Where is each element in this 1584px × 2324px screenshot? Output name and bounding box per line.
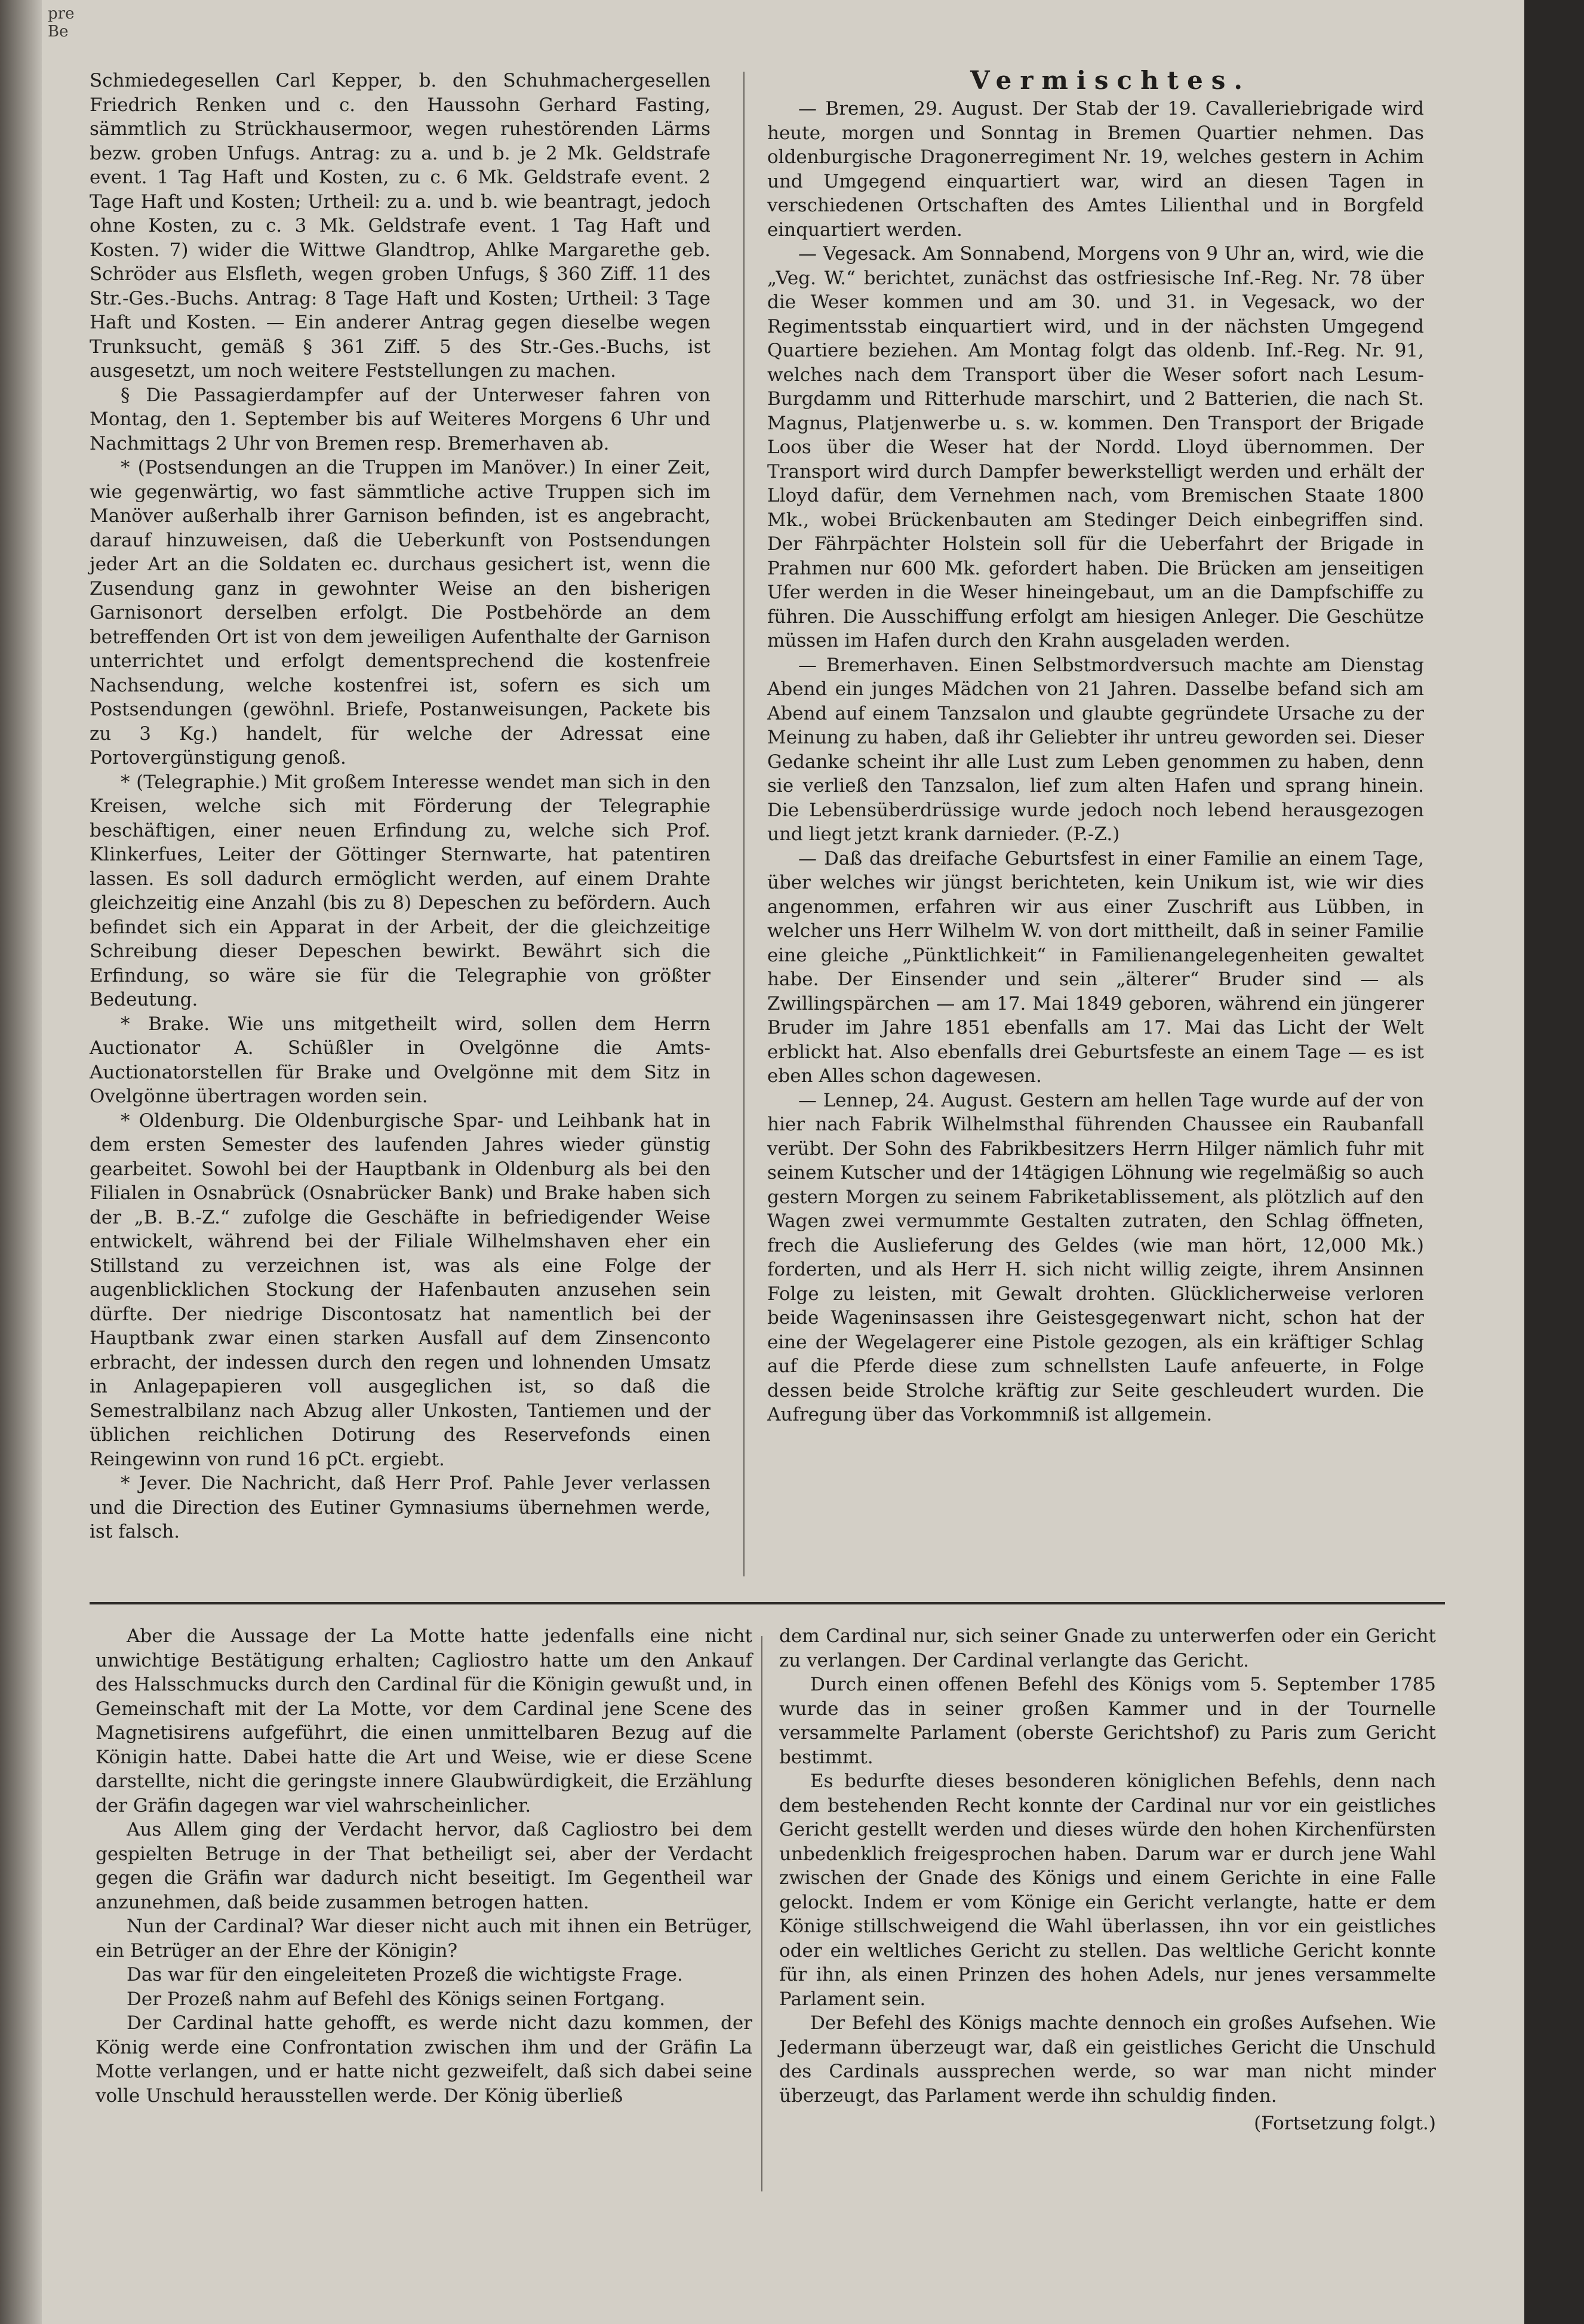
paragraph: Der Prozeß nahm auf Befehl des Königs seinen Fortgang.	[127, 1988, 666, 2010]
paragraph: Der Cardinal hatte gehofft, es werde nicht dazu kommen, der König werde eine Confrontation zwischen ihm und der Gräfin La Motte verlangen, und er hatte nicht gezweifelt, daß sich dabei seine volle Unschuld herausstellen werde. Der König überließ	[96, 2012, 752, 2107]
paragraph: Aus Allem ging der Verdacht hervor, daß Cagliostro bei dem gespielten Betruge in der That betheiligt sei, aber der Verdacht gegen die Gräfin war dadurch nicht beseitigt. Im Gegentheil war anzunehmen, daß beide zusammen betrogen hatten.	[96, 1819, 752, 1913]
corner-fragment-line: pre	[48, 5, 75, 23]
paragraph: * Oldenburg. Die Oldenburgische Spar- und Leihbank hat in dem ersten Semester des laufenden Jahres wieder günstig gearbeitet. Sowohl bei der Hauptbank in Oldenburg als bei den Filialen in Osnabrück (Osnabrücker Bank) und Brake haben sich der „B. B.-Z.“ zufolge die Geschäfte in befriedigender Weise entwickelt, während bei der Filiale Wilhelmshaven eher ein Stillstand zu verzeichnen ist, was als eine Folge der augenblicklichen Stockung der Hafenbauten anzusehen sein dürfte. Der niedrige Discontosatz hat namentlich bei der Hauptbank zwar einen starken Ausfall auf dem Zinsenconto erbracht, der indessen durch den regen und lohnenden Umsatz in Anlagepapieren voll ausgeglichen ist, so daß die Semestralbilanz nach Abzug aller Unkosten, Tantiemen und der üblichen reichlichen Dotirung des Reservefonds einen Reingewinn von rund 16 pCt. ergiebt.	[90, 1109, 711, 1470]
paragraph: * (Postsendungen an die Truppen im Manöver.) In einer Zeit, wie gegenwärtig, wo fast sämmtliche active Truppen sich im Manöver außerhalb ihrer Garnison befinden, ist es angebracht, darauf hinzuweisen, daß die Ueberkunft von Postsendungen jeder Art an die Soldaten ec. durchaus gesichert ist, wenn die Zusendung ganz in gewohnter Weise an den bisherigen Garnisonort derselben erfolgt. Die Postbehörde an dem betreffenden Ort ist von dem jeweiligen Aufenthalte der Garnison unterrichtet und erfolgt dementsprechend die kostenfreie Nachsendung, welche kostenfrei ist, sofern es sich um Postsendungen (gewöhnl. Briefe, Postanweisungen, Packete bis zu 3 Kg.) handelt, für welche der Adressat eine Portovergünstigung genoß.	[90, 457, 711, 768]
paragraph: Durch einen offenen Befehl des Königs vom 5. September 1785 wurde das in seiner großen Kammer und in der Tournelle versammelte Parlament (oberste Gerichtshof) zu Paris zum Gericht bestimmt.	[779, 1674, 1436, 1768]
paragraph: Aber die Aussage der La Motte hatte jedenfalls eine nicht unwichtige Bestätigung erhalten; Cagliostro hatte um den Ankauf des Halsschmucks durch den Cardinal für die Königin gewußt und, in Gemeinschaft mit der La Motte, vor dem Cardinal jene Scene des Magnetisirens aufgeführt, die einen unmittelbaren Bezug auf die Königin hatte. Dabei hatte die Art und Weise, wie er diese Scene darstellte, nicht die geringste innere Glaubwürdigkeit, die Erzählung der Gräfin dagegen war viel wahrscheinlicher.	[96, 1625, 752, 1816]
paragraph: — Bremerhaven. Einen Selbstmordversuch machte am Dienstag Abend ein junges Mädchen von 21 Jahren. Dasselbe befand sich am Abend auf einem Tanzsalon und glaubte gegründete Ursache zu der Meinung zu haben, daß ihr Geliebter ihr untreu geworden sei. Dieser Gedanke scheint ihr alle Lust zum Leben genommen zu haben, denn sie verließ den Tanzsalon, lief zum alten Hafen und sprang hinein. Die Lebensüberdrüssige wurde jedoch noch lebend herausgezogen und liegt jetzt krank darnieder. (P.-Z.)	[767, 654, 1424, 845]
paragraph: — Vegesack. Am Sonnabend, Morgens von 9 Uhr an, wird, wie die „Veg. W.“ berichtet, zunächst das ostfriesische Inf.-Reg. Nr. 78 über die Weser kommen und am 30. und 31. in Vegesack, wo der Regimentsstab einquartiert wird, und in der nächsten Umgegend Quartiere beziehen. Am Montag folgt das oldenb. Inf.-Reg. Nr. 91, welches nach dem Transport über die Weser sofort nach Lesum-Burgdamm und Ritterhude marschirt, und 2 Batterien, die nach St. Magnus, Platjenwerbe u. s. w. kommen. Den Transport der Brigade Loos über die Weser hat der Nordd. Lloyd übernommen. Der Transport wird durch Dampfer bewerkstelligt werden und erhält der Lloyd dafür, dem Vernehmen nach, vom Bremischen Staate 1800 Mk., wobei Brückenbauten am Stedinger Deich einbegriffen sind. Der Fährpächter Holstein soll für die Ueberfahrt der Brigade in Prahmen nur 600 Mk. gefordert haben. Die Brücken am jenseitigen Ufer werden in die Weser hineingebaut, um an die Dampfschiffe zu führen. Die Ausschiffung erfolgt am hiesigen Anleger. Die Geschütze müssen im Hafen durch den Krahn ausgeladen werden.	[767, 243, 1424, 651]
column-divider	[743, 72, 745, 1576]
bottom-right-column	[779, 1624, 1436, 2136]
section-heading: Vermischtes.	[970, 66, 1251, 95]
paragraph: § Die Passagierdampfer auf der Unterweser fahren von Montag, den 1. September bis auf Weiteres Morgens 6 Uhr und Nachmittags 2 Uhr von Bremen resp. Bremerhaven ab.	[90, 384, 711, 454]
paragraph: Es bedurfte dieses besonderen königlichen Befehls, denn nach dem bestehenden Recht konnte der Cardinal nur vor ein geistliches Gericht gestellt werden und dieses würde den hohen Kirchenfürsten unbedenklich freigesprochen haben. Darum war er durch jene Wahl zwischen der Gnade des Königs und einem Gerichte in eine Falle gelockt. Indem er vom Könige ein Gericht verlangte, hatte er dem Könige stillschweigend die Wahl überlassen, ihn vor ein geistliches oder ein weltliches Gericht zu stellen. Das weltliche Gericht konnte für ihn, als einen Prinzen des hohen Adels, nur jenes versammelte Parlament sein.	[779, 1770, 1436, 2010]
paragraph: Das war für den eingeleiteten Prozeß die wichtigste Frage.	[127, 1964, 683, 1985]
feuilleton-divider	[90, 1602, 1445, 1604]
corner-fragment	[48, 5, 74, 41]
paragraph: Schmiedegesellen Carl Kepper, b. den Schuhmachergesellen Friedrich Renken und c. den Haussohn Gerhard Fasting, sämmtlich zu Strückhausermoor, wegen ruhestörenden Lärms bezw. groben Unfugs. Antrag: zu a. und b. je 2 Mk. Geldstrafe event. 1 Tag Haft und Kosten, zu c. 6 Mk. Geldstrafe event. 2 Tage Haft und Kosten; Urtheil: zu a. und b. wie beantragt, jedoch ohne Kosten, zu c. 3 Mk. Geldstrafe event. 1 Tag Haft und Kosten. 7) wider die Wittwe Glandtrop, Ahlke Margarethe geb. Schröder aus Elsfleth, wegen groben Unfugs, § 360 Ziff. 11 des Str.-Ges.-Buchs. Antrag: 8 Tage Haft und Kosten; Urtheil: 3 Tage Haft und Kosten. — Ein anderer Antrag gegen dieselbe wegen Trunksucht, gemäß § 361 Ziff. 5 des Str.-Ges.-Buchs, ist ausgesetzt, um noch weitere Feststellungen zu machen.	[90, 70, 711, 382]
bottom-left-column	[96, 1624, 752, 2108]
corner-fragment-line: Be	[48, 23, 69, 41]
top-right-column	[767, 97, 1424, 1427]
paragraph: — Lennep, 24. August. Gestern am hellen Tage wurde auf der von hier nach Fabrik Wilhelmsthal führenden Chaussee ein Raubanfall verübt. Der Sohn des Fabrikbesitzers Herrn Hilger nämlich fuhr mit seinem Kutscher und der 14tägigen Löhnung wie regelmäßig so auch gestern Morgen zu seinem Fabriketablissement, als plötzlich auf den Wagen zwei vermummte Gestalten zutraten, den Schlag öffneten, frech die Auslieferung des Geldes (wie man hört, 12,000 Mk.) forderten, und als Herr H. sich nicht willig zeigte, ihrem Ansinnen Folge zu leisten, mit Gewalt drohten. Glücklicherweise verloren beide Wageninsassen ihre Geistesgegenwart nicht, schon hat der eine der Wegelagerer eine Pistole gezogen, als ein kräftiger Schlag auf die Pferde diese zum schnellsten Laufe anfeuerte, in Folge dessen beide Strolche kräftig zur Seite geschleudert wurden. Die Aufregung über das Vorkommniß ist allgemein.	[767, 1089, 1424, 1425]
paragraph: dem Cardinal nur, sich seiner Gnade zu unterwerfen oder ein Gericht zu verlangen. Der Cardinal verlangte das Gericht.	[779, 1625, 1436, 1671]
continuation-note: (Fortsetzung folgt.)	[1254, 2113, 1436, 2134]
paragraph: — Daß das dreifache Geburtsfest in einer Familie an einem Tage, über welches wir jüngst berichteten, kein Unikum ist, wie wir dies angenommen, erfahren wir aus einer Zuschrift aus Lübben, in welcher uns Herr Wilhelm W. von dort mittheilt, daß in seiner Familie eine gleiche „Pünktlichkeit“ in Familienangelegenheiten gewaltet habe. Der Einsender und sein „älterer“ Bruder sind — als Zwillingspärchen — am 17. Mai 1849 geboren, während ein jüngerer Bruder im Jahre 1851 ebenfalls am 17. Mai das Licht der Welt erblickt hat. Also ebenfalls drei Geburtsfeste an einem Tage — es ist eben Alles schon dagewesen.	[767, 847, 1424, 1087]
book-binding-edge	[0, 0, 42, 2324]
column-divider	[761, 1636, 762, 2191]
paragraph: * Brake. Wie uns mitgetheilt wird, sollen dem Herrn Auctionator A. Schüßler in Ovelgönne die Amts-Auctionatorstellen für Brake und Ovelgönne mit dem Sitz in Ovelgönne übertragen worden sein.	[90, 1013, 711, 1107]
top-left-column	[90, 69, 711, 1544]
paragraph: * Jever. Die Nachricht, daß Herr Prof. Pahle Jever verlassen und die Direction des Eutiner Gymnasiums übernehmen werde, ist falsch.	[90, 1473, 711, 1542]
newspaper-page	[42, 0, 1524, 2324]
paragraph: Nun der Cardinal? War dieser nicht auch mit ihnen ein Betrüger, ein Betrüger an der Ehre der Königin?	[96, 1916, 752, 1962]
paragraph: — Bremen, 29. August. Der Stab der 19. Cavalleriebrigade wird heute, morgen und Sonntag in Bremen Quartier nehmen. Das oldenburgische Dragonerregiment Nr. 19, welches gestern in Achim und Umgegend einquartiert war, wird an diesen Tagen in verschiedenen Ortschaften des Amtes Lilienthal und in Borgfeld einquartiert werden.	[767, 98, 1424, 241]
paragraph: Der Befehl des Königs machte dennoch ein großes Aufsehen. Wie Jedermann überzeugt war, daß ein geistliches Gericht die Unschuld des Cardinals aussprechen werde, so war man nicht minder überzeugt, das Parlament werde ihn schuldig finden.	[779, 2012, 1436, 2107]
paragraph: * (Telegraphie.) Mit großem Interesse wendet man sich in den Kreisen, welche sich mit Förderung der Telegraphie beschäftigen, einer neuen Erfindung zu, welche sich Prof. Klinkerfues, Leiter der Göttinger Sternwarte, hat patentiren lassen. Es soll dadurch ermöglicht werden, auf einem Drahte gleichzeitig eine Anzahl (bis zu 8) Depeschen zu befördern. Auch befindet sich ein Apparat in der Arbeit, der die gleichzeitige Schreibung dieser Depeschen bewirkt. Bewährt sich die Erfindung, so wäre sie für die Telegraphie von größter Bedeutung.	[90, 771, 711, 1010]
